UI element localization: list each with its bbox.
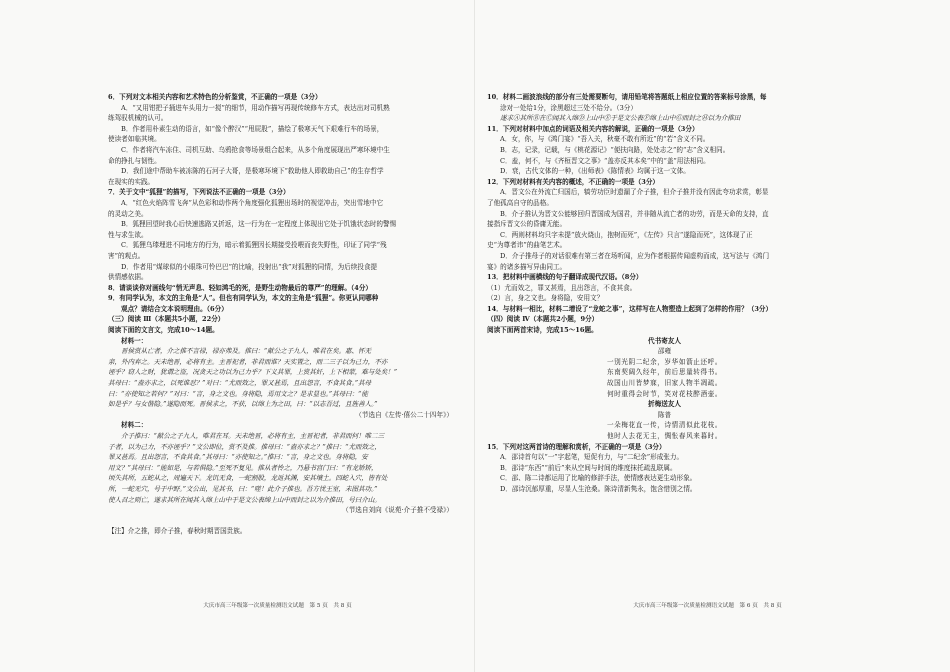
text-line: 用文？”其母曰：“能如是，与若俱隐。”至死不复见。推从者怜之，乃悬书宫门曰：“有龙矫矫， — [108, 463, 378, 472]
text-line: 晋侯赏从亡者，介之推不言禄，禄亦弗及。推曰：“献公之子九人，唯君在矣。惠、怀无 — [121, 347, 372, 356]
text-line: 陈普 — [657, 410, 672, 419]
text-line: A．女，你，与《鸿门宴》“吾入关，秋豪不敢有所近”的“若”含义不同。 — [500, 135, 710, 144]
text-line: A．“又用钳把子捅进车头用力一搅”的细节，用动作描写再现传统修车方式，表达出对司机熟 — [121, 103, 390, 112]
text-line: 涂对一处给1分，涂黑超过三处不给分。（3分） — [500, 103, 637, 112]
text-line: 何时重得会时节，笑对花枝醉酒壶。 — [606, 389, 723, 398]
text-line: 使读者如临其境。 — [108, 135, 161, 144]
text-line: 介子推曰：“献公之子九人，唯君在耳。天未绝晋，必将有主，主晋祀者，非君而何！唯二三 — [121, 432, 385, 440]
text-line: 诬乎？窃人之财，犹谓之盗，况贪天之功以为己力乎？下义其罪，上赏其奸，上下相蒙，难与处矣！” — [108, 368, 397, 377]
text-line: 其母曰：“盍亦求之，以死谁怼？”对曰：“尤而效之，罪又甚焉，且出怨言，不食其食。”其母 — [108, 379, 372, 388]
text-line: 命的挣扎与韧性。 — [108, 156, 161, 165]
text-line: 子者，以为己力，不亦诬乎？”文公即位，赏不及推。推母曰：“盍亦求之？”推曰：“尤而效之， — [108, 442, 381, 451]
text-line: 了他孤高自守的品格。 — [487, 198, 553, 207]
text-line: 性与求生欲。 — [108, 230, 148, 239]
text-line: B．邵诗“东西”“前后”来从空间与时间的维度抹托疏乱联属。 — [500, 463, 677, 472]
text-line: D．衰，古代文体的一种，《出师表》《陈情表》均属于这一文体。 — [500, 167, 690, 176]
text-line: 材料一： — [121, 336, 148, 345]
text-line: 所，一蛇无穴，号于中野。”文公出，见其书，曰：“嗟！此介子推也。吾方忧王室，未图其功。” — [108, 484, 378, 493]
text-line: 故国山川皆梦寐，旧家人物半凋疏。 — [606, 379, 723, 388]
text-line: 折梅送友人 — [648, 400, 681, 409]
text-line: C．作者将汽车冻住、司机互助、乌鸦抢食等场景组合起来，从多个角度展现出严寒环境中生 — [121, 145, 390, 154]
exam-page-6 — [475, 0, 950, 672]
text-line: 亲，外内弃之。天未绝晋，必将有主。主晋祀者，非君而谁？天实置之，而二三子以为己力，不亦 — [108, 357, 388, 366]
text-line: （节选自刘向《说苑·介子推不受禄》） — [342, 506, 453, 515]
text-line: 一朵梅花直一传，诗情清似此花枝。 — [606, 421, 723, 430]
page-6-content — [487, 92, 842, 495]
text-line: 【注】介之推，即介子推，春秋时期晋国贵族。 — [108, 527, 247, 536]
text-line: A．“红色火焰阵雪飞奔”从色彩和动作两个角度强化狐狸出场时的视觉冲击，突出雪地中它 — [121, 198, 384, 207]
text-line: 14．与材料一相比，材料二增设了“龙蛇之事”，这样写在人物塑造上起到了怎样的作用？（3分） — [487, 304, 773, 313]
text-line: 如是乎？与女偕隐。”遂隐而死。晋侯求之，不获，以绵上为之田，曰：“以志吾过，且旌善人。” — [108, 400, 378, 409]
text-line: 在现实的实践。 — [108, 177, 155, 186]
text-line: （2）言，身之文也。身将隐，安用文？ — [487, 294, 604, 303]
text-line: 使人召之则亡，遂求其所在闻其入绵上山中于是文公表绵上山中而封之以为介推田，号曰介山。 — [108, 495, 381, 504]
text-line: 阅读下面两首宋诗，完成15～16题。 — [487, 326, 598, 335]
text-line: B．介子推认为晋文公能够回归晋国成为国君，并非随从流亡者的功劳，而是天命的支持，直 — [500, 209, 769, 218]
text-line: （节选自《左传·僖公二十四年》） — [355, 410, 453, 419]
text-line: 代书寄友人 — [648, 336, 681, 345]
text-line: 11．下列对材料中加点的词语及相关内容的解说，正确的一项是（3分） — [487, 124, 699, 133]
text-line: 6．下列对文本相关内容和艺术特色的分析鉴赏，不正确的一项是（3分） — [108, 93, 322, 101]
text-line: 供情感依据。 — [108, 273, 148, 282]
text-line: 材料二： — [121, 421, 148, 430]
text-line: 10．材料二画波浪线的部分有三处需要断句，请用铅笔将答题纸上相应位置的答案标号涂黑，每 — [487, 93, 767, 101]
text-line: 罪又甚焉。且出怨言，不食其食。”其母曰：“亦使知之。”推曰：“言，身之文也。身将隐，安 — [108, 453, 368, 462]
text-line: D．介子推母子的对话很难有第三者在场听闻，应为作者根据传闻虚构而成，这写法与《鸿门 — [500, 251, 770, 260]
text-line: 阅读下面的文言文，完成10～14题。 — [108, 326, 219, 335]
text-line: C．盍，何不，与《齐桓晋文之事》“盖亦反其本矣”中的“盖”用法相同。 — [500, 156, 710, 165]
text-line: 他时人去花无主，惆怅春风来暮时。 — [606, 432, 723, 440]
text-line: 15．下列对这两首诗的理解和赏析，不正确的一项是（3分） — [487, 442, 666, 451]
text-line: 8．请谈谈你对画线句“悄无声息、轻如鸿毛的死，是野生动物最后的尊严”的理解。（4分） — [108, 283, 373, 292]
text-line: D．作者用“煤球似的小眼珠可怜巴巴”的比喻，投射出“我”对狐狸的同情，为后续投食提 — [121, 262, 378, 271]
text-line: D．我们途中帮助车被冻陈的石河子大哥，是极寒环境下“救助他人即救助自己”的生存哲学 — [121, 167, 384, 176]
text-line: C．狐狸乌瑧埋进不同地方的行为，暗示着狐狸因长期接受投喂而丧失野性，印证了同学“残 — [121, 241, 387, 250]
page-5-content — [108, 92, 463, 537]
text-line: 7．关于文中“狐狸”的描写，下列说法不正确的一项是（3分） — [108, 188, 290, 197]
text-line: D．邵诗沉郁厚重，尽显人生沧桑。陈诗清新隽永，饱含惜别之情。 — [500, 484, 697, 493]
text-line: 练驾驭机械的认可。 — [108, 114, 168, 123]
text-line: 13．把材料中画横线的句子翻译成现代汉语。（8分） — [487, 273, 643, 282]
text-line: B．狐狸回望时我心后快速逃路又折返，这一行为在一定程度上体现出它处于饥饿状态时的警惕 — [121, 220, 397, 229]
text-line: 顷失其所，五蛇从之，周遍天下。龙饥无食，一蛇割股，龙返其渊，安其壤土。四蛇入穴，皆有处 — [108, 474, 388, 483]
text-line: 遂求Ⓐ其所Ⓑ在Ⓒ闻其入绵Ⓓ上山中Ⓔ于是文公表Ⓕ绵上山中Ⓖ而封之Ⓗ以为介推田 — [500, 114, 741, 123]
text-line — [108, 516, 463, 527]
page-5-footer: 大庆市高三年级第一次质量检测语文试题 第 5 页 共 8 页 — [203, 603, 352, 609]
text-line: 接指斥晋文公的昏庸无能。 — [487, 220, 567, 229]
text-line: B．作者用朴素生动的语言，如“像个醉汉”“甩屁股”，描绘了极寒天气下艰难行车的场景， — [121, 124, 384, 133]
page-6-footer: 大庆市高三年级第一次质量检测语文试题 第 6 页 共 8 页 — [633, 603, 782, 609]
text-line: 9．有同学认为，本文的主角是“人”。但也有同学认为，本文的主角是“狐狸”。你更认同哪种 — [108, 294, 379, 303]
text-line: C．邵、陈二诗都运用了比喻的修辞手法，使情感表达更生动形象。 — [500, 474, 697, 483]
text-line: 12．下列对材料有关内容的概述，不正确的一项是（3分） — [487, 177, 660, 186]
text-line: 宴》的诸多描写异曲同工。 — [487, 262, 567, 271]
text-line: （三）阅读 Ⅲ（本题共5小题，22分） — [108, 315, 225, 324]
text-line: 一别光阴二纪余，岁华如箭止还呼。 — [606, 357, 723, 366]
text-line: （1）尤而效之，罪又甚焉，且出怨言，不食其食。 — [487, 283, 637, 292]
text-line: 的灵动之美。 — [108, 209, 148, 218]
text-line: 曰：“亦使知之若何？”对曰：“言，身之文也。身将隐，焉用文之？是求显也。”其母曰：“能 — [108, 389, 368, 398]
text-line: A．晋文公在外流亡归国后，犒劳功臣时遗漏了介子推，但介子推并没有因此夸功求赏，彰显 — [500, 188, 769, 197]
text-line: 害”的观点。 — [108, 251, 145, 260]
text-line: C．两则材料均只字未提“放火烧山，抱树而死”，《左传》只言“遂隐而死”，这体现了正 — [500, 230, 753, 239]
text-line: 史“为尊者讳”的曲笔艺术。 — [487, 241, 567, 250]
text-line: （四）阅读 Ⅳ（本题共2小题，9分） — [487, 315, 599, 324]
text-line: B．志，记录，记载，与《桃花源记》“便扶向路，处处志之”的“志”含义相同。 — [500, 145, 730, 154]
text-line: 邵雍 — [657, 347, 672, 356]
text-line: 东南契阔久经年，前后思量转得书。 — [606, 368, 723, 377]
text-line: A．邵诗首句以“一”字起笔，短促有力，与“二纪余”形成张力。 — [500, 453, 684, 462]
text-line: 观点？请结合文本说明理由。（6分） — [121, 304, 228, 313]
